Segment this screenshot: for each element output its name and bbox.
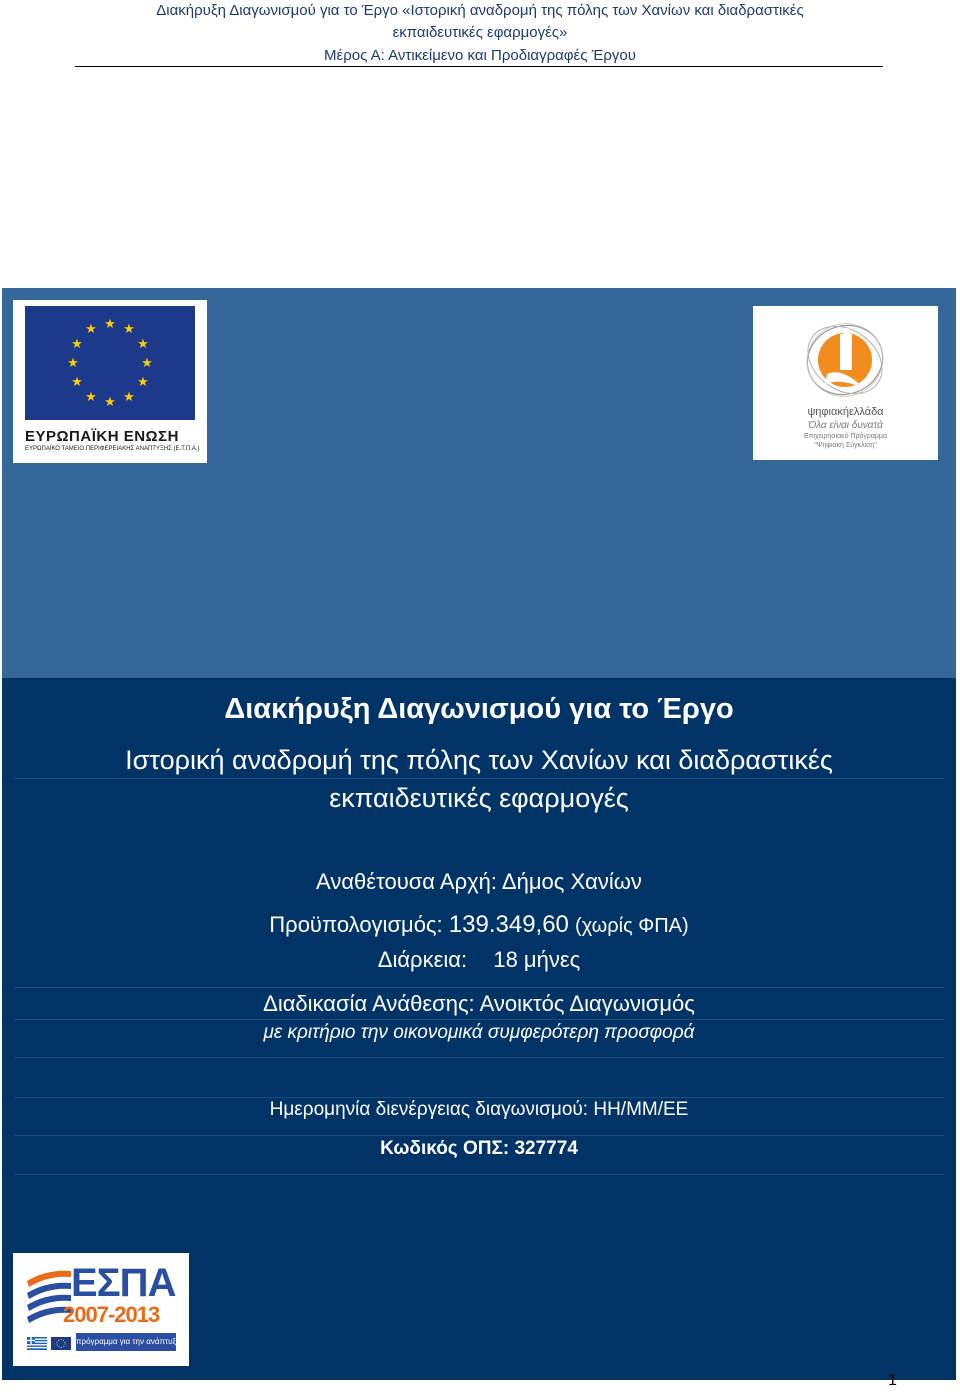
divider: [14, 1019, 944, 1020]
budget-note: (χωρίς ΦΠΑ): [575, 915, 689, 937]
espa-title: ΕΣΠΑ: [71, 1261, 176, 1305]
project-title-line-1: Ιστορική αναδρομή της πόλης των Χανίων και διαδραστικές: [125, 745, 833, 775]
duration: [2, 947, 956, 973]
authority-label: Αναθέτουσα Αρχή:: [316, 869, 498, 894]
espa-years: 2007-2013: [63, 1302, 160, 1327]
header-title-line-2: εκπαιδευτικές εφαρμογές»: [392, 24, 568, 41]
star-icon: ★: [85, 389, 97, 404]
psifiaki-slogan: Όλα είναι δυνατά: [808, 420, 883, 431]
authority-value: Δήμος Χανίων: [501, 869, 642, 894]
psifiaki-programme: Επιχειρησιακό Πρόγραμμα: [803, 433, 888, 440]
star-icon: ★: [104, 316, 116, 331]
budget-value: 139.349,60: [448, 911, 569, 938]
ops-value: 327774: [514, 1138, 578, 1159]
ops-label: Κωδικός ΟΠΣ:: [380, 1138, 510, 1159]
header-rule: [75, 66, 883, 67]
greek-flag-icon: [27, 1337, 47, 1350]
star-icon: ★: [123, 389, 135, 404]
duration-label: Διάρκεια:: [377, 947, 468, 972]
contracting-authority: [2, 869, 956, 895]
divider: [14, 1057, 944, 1058]
eu-logo-subtitle: ΕΥΡΩΠΑΪΚΟ ΤΑΜΕΙΟ ΠΕΡΙΦΕΡΕΙΑΚΗΣ ΑΝΑΠΤΥΞΗΣ (Ε.Τ.Π.Α.): [25, 446, 200, 452]
espa-motto: πρόγραμμα για την ανάπτυξη: [76, 1333, 176, 1351]
divider: [14, 1174, 944, 1175]
divider: [14, 778, 944, 779]
award-procedure: [2, 991, 956, 1017]
budget-label: Προϋπολογισμός:: [269, 912, 443, 937]
duration-value: 18 μήνες: [493, 947, 581, 972]
star-icon: ★: [123, 321, 135, 336]
eu-logo-title: ΕΥΡΩΠΑΪΚΗ ΕΝΩΣΗ: [25, 428, 179, 445]
tender-date: [2, 1099, 956, 1121]
header-title-line-1: Διακήρυξη Διαγωνισμού για το Έργο «Ιστορική αναδρομή της πόλης των Χανίων και διαδραστικές: [156, 2, 804, 19]
cover-title: Διακήρυξη Διαγωνισμού για το Έργο: [224, 693, 734, 725]
date-value: ΗΗ/ΜΜ/ΕΕ: [593, 1099, 689, 1120]
divider: [14, 987, 944, 988]
award-criterion: με κριτήριο την οικονομικά συμφερότερη προσφορά: [263, 1022, 695, 1043]
star-icon: ★: [137, 374, 149, 389]
eu-logo: [13, 300, 207, 463]
star-icon: ★: [104, 394, 116, 409]
espa-logo: [13, 1253, 189, 1366]
project-title-line-2: εκπαιδευτικές εφαρμογές: [329, 783, 629, 813]
page-number: 1: [888, 1372, 897, 1389]
header-part-line: Μέρος Α: Αντικείμενο και Προδιαγραφές Έργου: [324, 47, 636, 64]
psifiaki-emblem-icon: [795, 314, 895, 404]
eu-flag-icon: [25, 306, 195, 420]
psifiaki-ellada-logo: [753, 306, 938, 460]
psifiaki-brand: ψηφιακήελλάδα: [807, 406, 884, 418]
procedure-value: Ανοικτός Διαγωνισμός: [479, 991, 695, 1016]
date-label: Ημερομηνία διενέργειας διαγωνισμού:: [269, 1099, 589, 1120]
divider: [14, 1135, 944, 1136]
ops-code: [2, 1138, 956, 1160]
eu-mini-flag-icon: [51, 1337, 71, 1350]
star-icon: ★: [71, 336, 83, 351]
star-icon: ★: [85, 321, 97, 336]
psifiaki-programme-name: "Ψηφιακή Σύγκλιση": [814, 442, 877, 449]
budget: [2, 911, 956, 939]
star-icon: ★: [137, 336, 149, 351]
star-icon: ★: [67, 355, 79, 370]
star-icon: ★: [141, 355, 153, 370]
divider: [14, 1097, 944, 1098]
procedure-label: Διαδικασία Ανάθεσης:: [263, 991, 475, 1016]
star-icon: ★: [71, 374, 83, 389]
